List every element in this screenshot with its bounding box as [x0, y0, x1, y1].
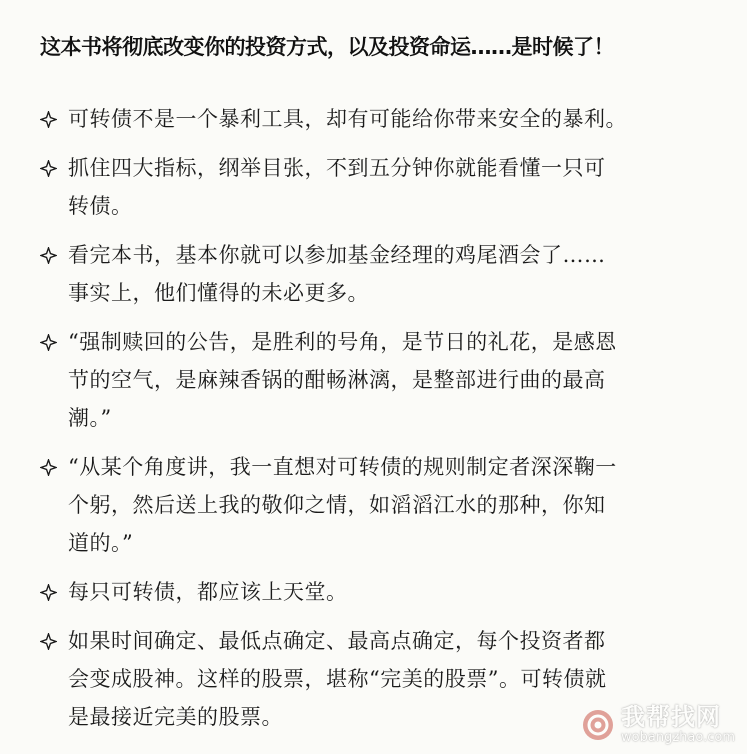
list-item-text: 抓住四大指标，纲举目张，不到五分钟你就能看懂一只可 转债。 [68, 156, 606, 218]
list-item-text: 看完本书，基本你就可以参加基金经理的鸡尾酒会了…… 事实上，他们懂得的未必更多。 [68, 243, 606, 305]
watermark-title: 我帮找网 [621, 703, 722, 731]
list-item-text: “强制赎回的公告，是胜利的号角，是节日的礼花，是感恩 节的空气，是麻辣香锅的酣畅淋漓，是整部进行曲的最高 潮。” [68, 330, 617, 430]
watermark-logo-icon [581, 708, 615, 742]
list-item [40, 573, 700, 611]
list-item [40, 448, 700, 562]
list-item [40, 149, 700, 225]
list-item-text: 可转债不是一个暴利工具，却有可能给你带来安全的暴利。 [68, 107, 627, 131]
watermark-subtitle: wobangzhao.com [621, 730, 735, 745]
list-item [40, 236, 700, 312]
list-item [40, 323, 700, 437]
four-pointed-star-icon [40, 236, 68, 274]
site-watermark [581, 705, 735, 744]
four-pointed-star-icon [40, 448, 68, 486]
list-item [40, 100, 700, 138]
four-pointed-star-icon [40, 622, 68, 660]
four-pointed-star-icon [40, 323, 68, 361]
list-item-text: 每只可转债，都应该上天堂。 [68, 580, 348, 604]
list-item-text: 如果时间确定、最低点确定、最高点确定，每个投资者都 会变成股神。这样的股票，堪称“完美的股票”。可转债就 是最接近完美的股票。 [68, 629, 607, 729]
page-headline: 这本书将彻底改变你的投资方式，以及投资命运……是时候了！ [40, 35, 614, 59]
four-pointed-star-icon [40, 149, 68, 187]
list-item-text: “从某个角度讲，我一直想对可转债的规则制定者深深鞠一 个躬，然后送上我的敬仰之情，如滔滔江水的那种，你知 道的。” [68, 455, 617, 555]
quote-list [40, 100, 700, 747]
four-pointed-star-icon [40, 100, 68, 138]
four-pointed-star-icon [40, 573, 68, 611]
